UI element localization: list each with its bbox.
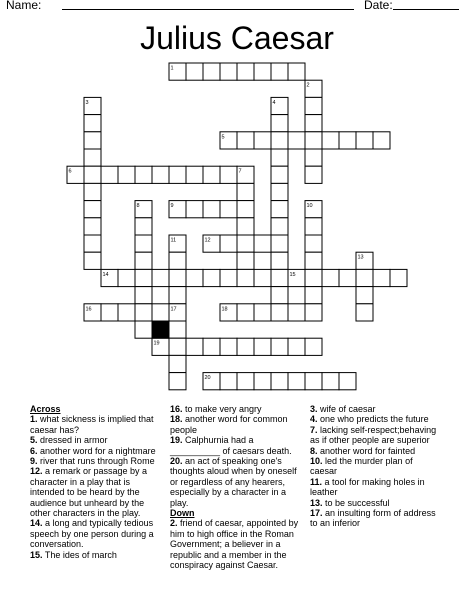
cell-number: 11 xyxy=(170,237,177,244)
grid-cell[interactable] xyxy=(373,269,390,286)
clue-number: 3. xyxy=(310,404,318,414)
grid-cell[interactable] xyxy=(220,235,237,252)
black-square xyxy=(152,321,169,338)
clue-item xyxy=(170,435,302,456)
cell-number: 16 xyxy=(85,306,92,313)
grid-cell[interactable] xyxy=(135,269,152,286)
grid-cell[interactable] xyxy=(118,166,135,183)
clue-number: 20. xyxy=(170,456,183,467)
grid-cell[interactable] xyxy=(271,218,288,235)
cell-number: 4 xyxy=(272,99,276,106)
grid-cell[interactable] xyxy=(288,338,305,355)
clue-number: 7. xyxy=(310,424,318,435)
cell-number: 15 xyxy=(289,271,296,278)
clue-item xyxy=(30,456,158,466)
clue-text: dressed in armor xyxy=(37,435,108,446)
grid-cell[interactable] xyxy=(118,304,135,321)
grid-cell[interactable] xyxy=(169,321,186,338)
clue-text: another word for fainted xyxy=(317,445,416,456)
cell-number: 20 xyxy=(204,375,211,382)
grid-cell[interactable] xyxy=(322,373,339,390)
clue-text: another word for common people xyxy=(170,414,288,435)
cell-number: 6 xyxy=(68,168,72,175)
clue-text: what sickness is implied that caesar has? xyxy=(30,414,154,435)
clue-item xyxy=(310,414,440,424)
grid-cell[interactable] xyxy=(186,63,203,80)
grid-cell[interactable] xyxy=(101,304,118,321)
clue-item xyxy=(30,550,158,560)
name-label: Name: xyxy=(6,0,42,12)
grid-cell[interactable] xyxy=(135,304,152,321)
grid-cell[interactable] xyxy=(186,269,203,286)
clues-column-1 xyxy=(30,404,158,560)
clue-item xyxy=(170,456,302,508)
grid-cell[interactable] xyxy=(271,201,288,218)
clue-number: 5. xyxy=(30,435,38,446)
clue-number: 19. xyxy=(170,435,183,446)
clue-number: 15. xyxy=(30,549,43,560)
grid-cell[interactable] xyxy=(254,132,271,149)
cell-number: 10 xyxy=(306,203,313,210)
grid-cell[interactable] xyxy=(169,269,186,286)
grid-cell[interactable] xyxy=(271,304,288,321)
grid-cell[interactable] xyxy=(356,287,373,304)
grid-cell[interactable] xyxy=(305,115,322,132)
grid-cell[interactable] xyxy=(356,132,373,149)
clue-item xyxy=(30,466,158,518)
grid-cell[interactable] xyxy=(169,355,186,372)
grid-cell[interactable] xyxy=(322,132,339,149)
clue-number: 4. xyxy=(310,414,318,425)
grid-cell[interactable] xyxy=(271,269,288,286)
grid-cell[interactable] xyxy=(203,63,220,80)
grid-cell[interactable] xyxy=(237,235,254,252)
grid-cell[interactable] xyxy=(84,149,101,166)
grid-cell[interactable] xyxy=(135,235,152,252)
down-heading: Down xyxy=(170,508,195,519)
grid-cell[interactable] xyxy=(84,201,101,218)
cell-number: 9 xyxy=(170,203,174,210)
grid-cell[interactable] xyxy=(135,321,152,338)
grid-cell[interactable] xyxy=(390,269,407,286)
grid-cell[interactable] xyxy=(135,218,152,235)
grid-cell[interactable] xyxy=(203,338,220,355)
grid-cell[interactable] xyxy=(169,252,186,269)
grid-cell[interactable] xyxy=(305,287,322,304)
clue-text: a remark or passage by a character in a play that is intended to be heard by the audience but unheard by the other characters in the play. xyxy=(30,466,148,519)
clue-item xyxy=(310,446,440,456)
grid-cell[interactable] xyxy=(271,373,288,390)
clue-text: led the murder plan of caesar xyxy=(310,456,413,477)
clue-text: lacking self-respect;behaving as if other people are superior xyxy=(310,424,437,446)
grid-cell[interactable] xyxy=(237,201,254,218)
grid-cell[interactable] xyxy=(118,269,135,286)
grid-cell[interactable] xyxy=(237,132,254,149)
grid-cell[interactable] xyxy=(220,63,237,80)
grid-cell[interactable] xyxy=(237,183,254,200)
grid-cell[interactable] xyxy=(305,373,322,390)
clue-text: to be successful xyxy=(322,497,390,508)
clue-text: Calphurnia had a __________ of caesars death. xyxy=(170,435,292,456)
grid-cell[interactable] xyxy=(186,166,203,183)
clue-item xyxy=(30,414,158,435)
grid-cell[interactable] xyxy=(305,269,322,286)
clue-number: 1. xyxy=(30,414,38,425)
grid-cell[interactable] xyxy=(305,235,322,252)
grid-cell[interactable] xyxy=(271,132,288,149)
grid-cell[interactable] xyxy=(373,132,390,149)
grid-cell[interactable] xyxy=(254,63,271,80)
grid-cell[interactable] xyxy=(339,132,356,149)
clue-text: river that runs through Rome xyxy=(37,456,155,467)
cell-number: 18 xyxy=(221,306,228,313)
clue-number: 6. xyxy=(30,445,38,456)
grid-cell[interactable] xyxy=(339,269,356,286)
grid-cell[interactable] xyxy=(271,115,288,132)
grid-cell[interactable] xyxy=(84,218,101,235)
grid-cell[interactable] xyxy=(254,304,271,321)
grid-cell[interactable] xyxy=(84,166,101,183)
across-heading: Across xyxy=(30,404,61,414)
grid-cell[interactable] xyxy=(271,252,288,269)
grid-cell[interactable] xyxy=(237,63,254,80)
grid-cell[interactable] xyxy=(271,235,288,252)
clue-item xyxy=(30,446,158,456)
grid-cell[interactable] xyxy=(220,201,237,218)
clue-number: 2. xyxy=(170,518,178,529)
grid-cell[interactable] xyxy=(288,304,305,321)
grid-cell[interactable] xyxy=(135,166,152,183)
grid-cell[interactable] xyxy=(254,338,271,355)
grid-cell[interactable] xyxy=(305,132,322,149)
grid-cell[interactable] xyxy=(271,183,288,200)
grid-cell[interactable] xyxy=(220,338,237,355)
grid-cell[interactable] xyxy=(101,166,118,183)
cell-number: 12 xyxy=(204,237,211,244)
date-label: Date: xyxy=(364,0,393,12)
cell-number: 3 xyxy=(85,99,89,106)
grid-cell[interactable] xyxy=(305,166,322,183)
cell-number: 1 xyxy=(170,65,174,72)
clue-text: another word for a nightmare xyxy=(37,445,156,456)
grid-cell[interactable] xyxy=(305,218,322,235)
clue-number: 16. xyxy=(170,404,183,414)
grid-cell[interactable] xyxy=(356,304,373,321)
clue-text: to make very angry xyxy=(182,404,262,414)
grid-cell[interactable] xyxy=(254,269,271,286)
grid-cell[interactable] xyxy=(203,166,220,183)
clue-number: 14. xyxy=(30,518,43,529)
grid-cell[interactable] xyxy=(203,269,220,286)
grid-cell[interactable] xyxy=(84,252,101,269)
grid-cell[interactable] xyxy=(305,304,322,321)
grid-cell[interactable] xyxy=(271,287,288,304)
page-title: Julius Caesar xyxy=(140,20,334,56)
grid-cell[interactable] xyxy=(220,373,237,390)
grid-cell[interactable] xyxy=(237,218,254,235)
clue-text: The ides of march xyxy=(42,549,117,560)
clue-number: 10. xyxy=(310,456,323,467)
clue-number: 13. xyxy=(310,497,323,508)
cell-number: 13 xyxy=(357,254,364,261)
grid-cell[interactable] xyxy=(288,373,305,390)
grid-cell[interactable] xyxy=(271,166,288,183)
cell-number: 14 xyxy=(102,271,109,278)
grid-cell[interactable] xyxy=(152,304,169,321)
grid-cell[interactable] xyxy=(203,201,220,218)
clue-item xyxy=(170,404,302,414)
grid-cell[interactable] xyxy=(254,373,271,390)
grid-cell[interactable] xyxy=(186,201,203,218)
grid-cell[interactable] xyxy=(84,115,101,132)
grid-cell[interactable] xyxy=(288,63,305,80)
grid-cell[interactable] xyxy=(135,252,152,269)
clues-column-3 xyxy=(310,404,440,529)
cell-number: 8 xyxy=(136,203,140,210)
grid-cell[interactable] xyxy=(305,338,322,355)
grid-cell[interactable] xyxy=(152,166,169,183)
grid-cell[interactable] xyxy=(237,269,254,286)
clue-number: 18. xyxy=(170,414,183,425)
clue-item xyxy=(170,414,302,435)
grid-cell[interactable] xyxy=(237,373,254,390)
clue-item xyxy=(30,518,158,549)
grid-cell[interactable] xyxy=(237,338,254,355)
grid-cell[interactable] xyxy=(322,269,339,286)
grid-cell[interactable] xyxy=(169,373,186,390)
clue-text: a tool for making holes in leather xyxy=(310,476,425,498)
grid-cell[interactable] xyxy=(271,149,288,166)
clue-text: wife of caesar xyxy=(317,404,376,414)
clue-number: 8. xyxy=(310,445,318,456)
grid-cell[interactable] xyxy=(84,183,101,200)
clue-number: 12. xyxy=(30,466,43,477)
grid-cell[interactable] xyxy=(169,287,186,304)
grid-cell[interactable] xyxy=(305,149,322,166)
cell-number: 7 xyxy=(238,168,242,175)
grid-cell[interactable] xyxy=(288,132,305,149)
clue-text: a long and typically tedious speech by one person during a conversation. xyxy=(30,518,154,550)
cell-number: 2 xyxy=(306,82,310,89)
clues-column-2 xyxy=(170,404,302,571)
clue-item xyxy=(30,435,158,445)
grid-cell[interactable] xyxy=(271,338,288,355)
grid-cell[interactable] xyxy=(271,63,288,80)
grid-cell[interactable] xyxy=(356,269,373,286)
clue-text: friend of caesar, appointed by him to high office in the Roman Government; a believer in a republic and a member in the conspiracy against Caesar. xyxy=(170,518,299,571)
grid-cell[interactable] xyxy=(237,252,254,269)
grid-cell[interactable] xyxy=(84,132,101,149)
cell-number: 5 xyxy=(221,134,225,141)
clue-item xyxy=(310,498,440,508)
grid-cell[interactable] xyxy=(84,235,101,252)
grid-cell[interactable] xyxy=(305,252,322,269)
cell-number: 19 xyxy=(153,340,160,347)
clue-text: an insulting form of address to an inferior xyxy=(310,508,436,529)
grid-cell[interactable] xyxy=(169,166,186,183)
grid-cell[interactable] xyxy=(305,97,322,114)
grid-cell[interactable] xyxy=(152,269,169,286)
grid-cell[interactable] xyxy=(254,235,271,252)
grid-cell[interactable] xyxy=(339,373,356,390)
grid-cell[interactable] xyxy=(169,338,186,355)
clue-text: one who predicts the future xyxy=(317,414,429,425)
grid-cell[interactable] xyxy=(186,338,203,355)
clue-text: an act of speaking one's thoughts aloud when by oneself or regardless of any hearers, especially by a character in a play. xyxy=(170,456,297,508)
clue-item xyxy=(310,508,440,529)
grid-cell[interactable] xyxy=(237,304,254,321)
clue-number: 17. xyxy=(310,508,323,519)
clue-number: 11. xyxy=(310,476,323,487)
grid-cell[interactable] xyxy=(135,287,152,304)
clue-item xyxy=(310,404,440,414)
cell-number: 17 xyxy=(170,306,177,313)
clue-item xyxy=(170,518,302,570)
clue-item xyxy=(310,477,440,498)
grid-cell[interactable] xyxy=(220,166,237,183)
clue-item xyxy=(310,425,440,446)
clue-item xyxy=(310,456,440,477)
clue-number: 9. xyxy=(30,456,38,467)
grid-cell[interactable] xyxy=(220,269,237,286)
